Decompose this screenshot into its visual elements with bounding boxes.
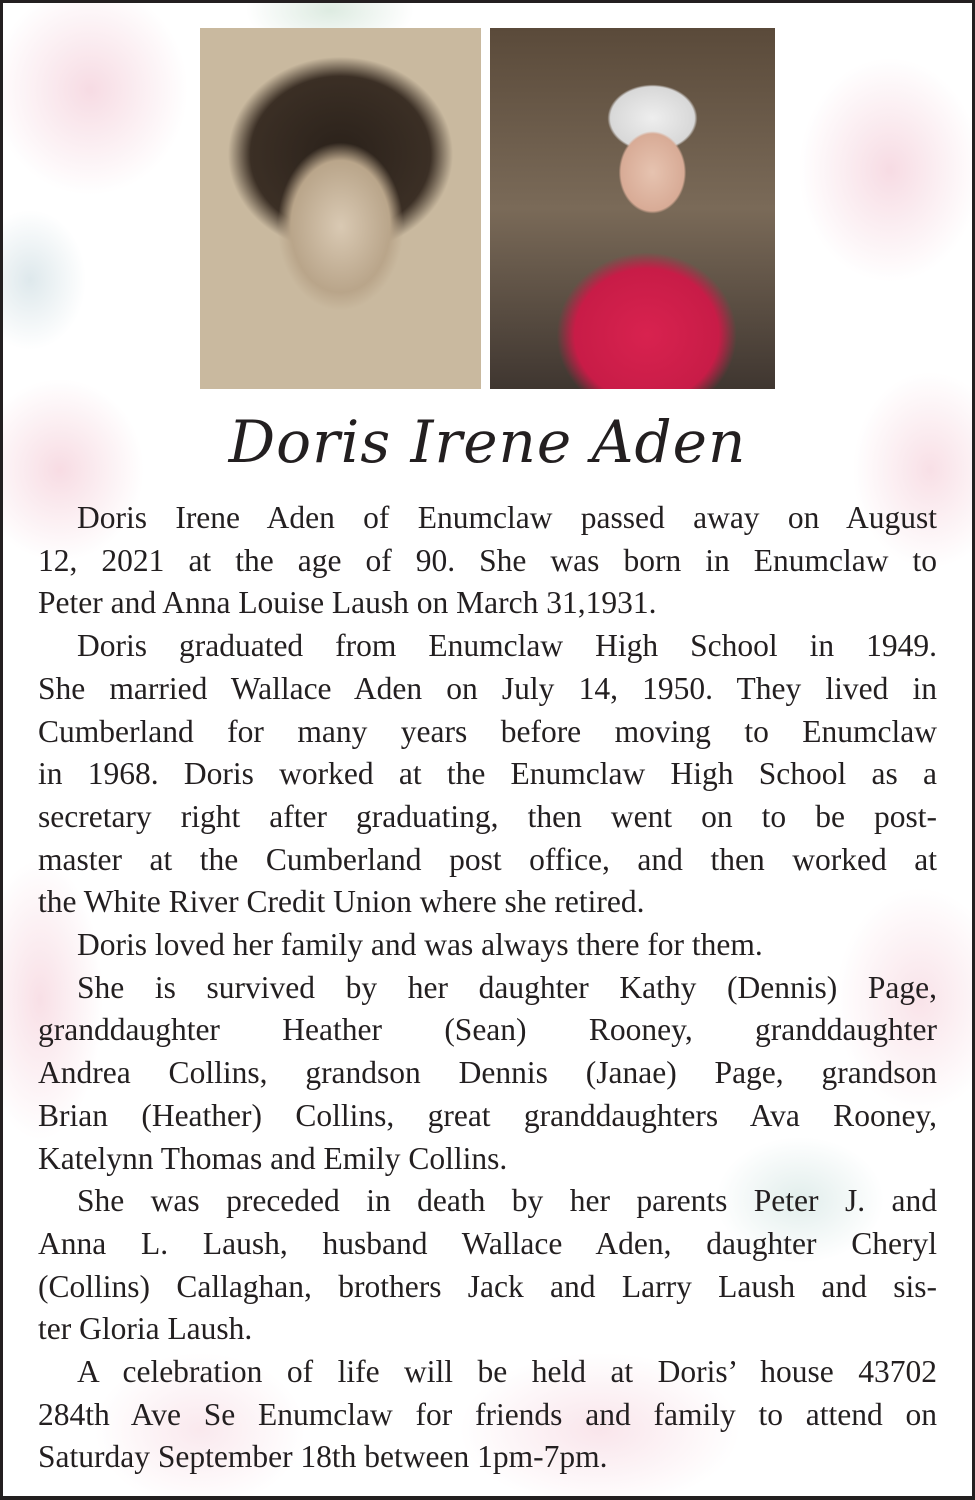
text-line: Anna L. Laush, husband Wallace Aden, daughter Cheryl (38, 1225, 937, 1261)
paragraph (38, 625, 937, 924)
paragraph (38, 1351, 937, 1479)
text-line: She married Wallace Aden on July 14, 1950. They lived in (38, 670, 937, 706)
text-line: Saturday September 18th between 1pm-7pm. (38, 1439, 608, 1475)
text-line: Brian (Heather) Collins, great granddaughters Ava Rooney, (38, 1097, 937, 1133)
text-line: Doris graduated from Enumclaw High School in 1949. (77, 628, 937, 664)
paragraph (38, 924, 937, 967)
young-portrait-photo (200, 28, 481, 389)
text-line: Doris Irene Aden of Enumclaw passed away on August (77, 500, 937, 535)
text-line: master at the Cumberland post office, and then worked at (38, 841, 937, 877)
text-line: granddaughter Heather (Sean) Rooney, granddaughter (38, 1012, 937, 1048)
paragraph (38, 967, 937, 1181)
text-line: Peter and Anna Louise Laush on March 31,1931. (38, 585, 657, 621)
text-line: She is survived by her daughter Kathy (Dennis) Page, (77, 969, 937, 1005)
text-line: (Collins) Callaghan, brothers Jack and Larry Laush and sis- (38, 1268, 937, 1304)
text-line: in 1968. Doris worked at the Enumclaw High School as a (38, 756, 937, 792)
obituary-name-title: Doris Irene Aden (228, 408, 747, 476)
text-line: A celebration of life will be held at Doris’ house 43702 (77, 1354, 937, 1390)
text-line: Doris loved her family and was always there for them. (77, 927, 763, 963)
obituary-body (38, 497, 937, 1479)
text-line: ter Gloria Laush. (38, 1311, 253, 1347)
text-line: She was preceded in death by her parents Peter J. and (77, 1183, 937, 1219)
text-line: 284th Ave Se Enumclaw for friends and family to attend on (38, 1396, 937, 1432)
text-line: Andrea Collins, grandson Dennis (Janae) Page, grandson (38, 1055, 937, 1091)
text-line: secretary right after graduating, then went on to be post- (38, 798, 937, 834)
elderly-portrait-photo (490, 28, 775, 389)
text-line: 12, 2021 at the age of 90. She was born in Enumclaw to (38, 542, 937, 578)
paragraph (38, 497, 937, 625)
paragraph (38, 1180, 937, 1351)
text-line: Katelynn Thomas and Emily Collins. (38, 1140, 508, 1176)
text-line: Cumberland for many years before moving to Enumclaw (38, 713, 937, 749)
text-line: the White River Credit Union where she retired. (38, 884, 645, 920)
